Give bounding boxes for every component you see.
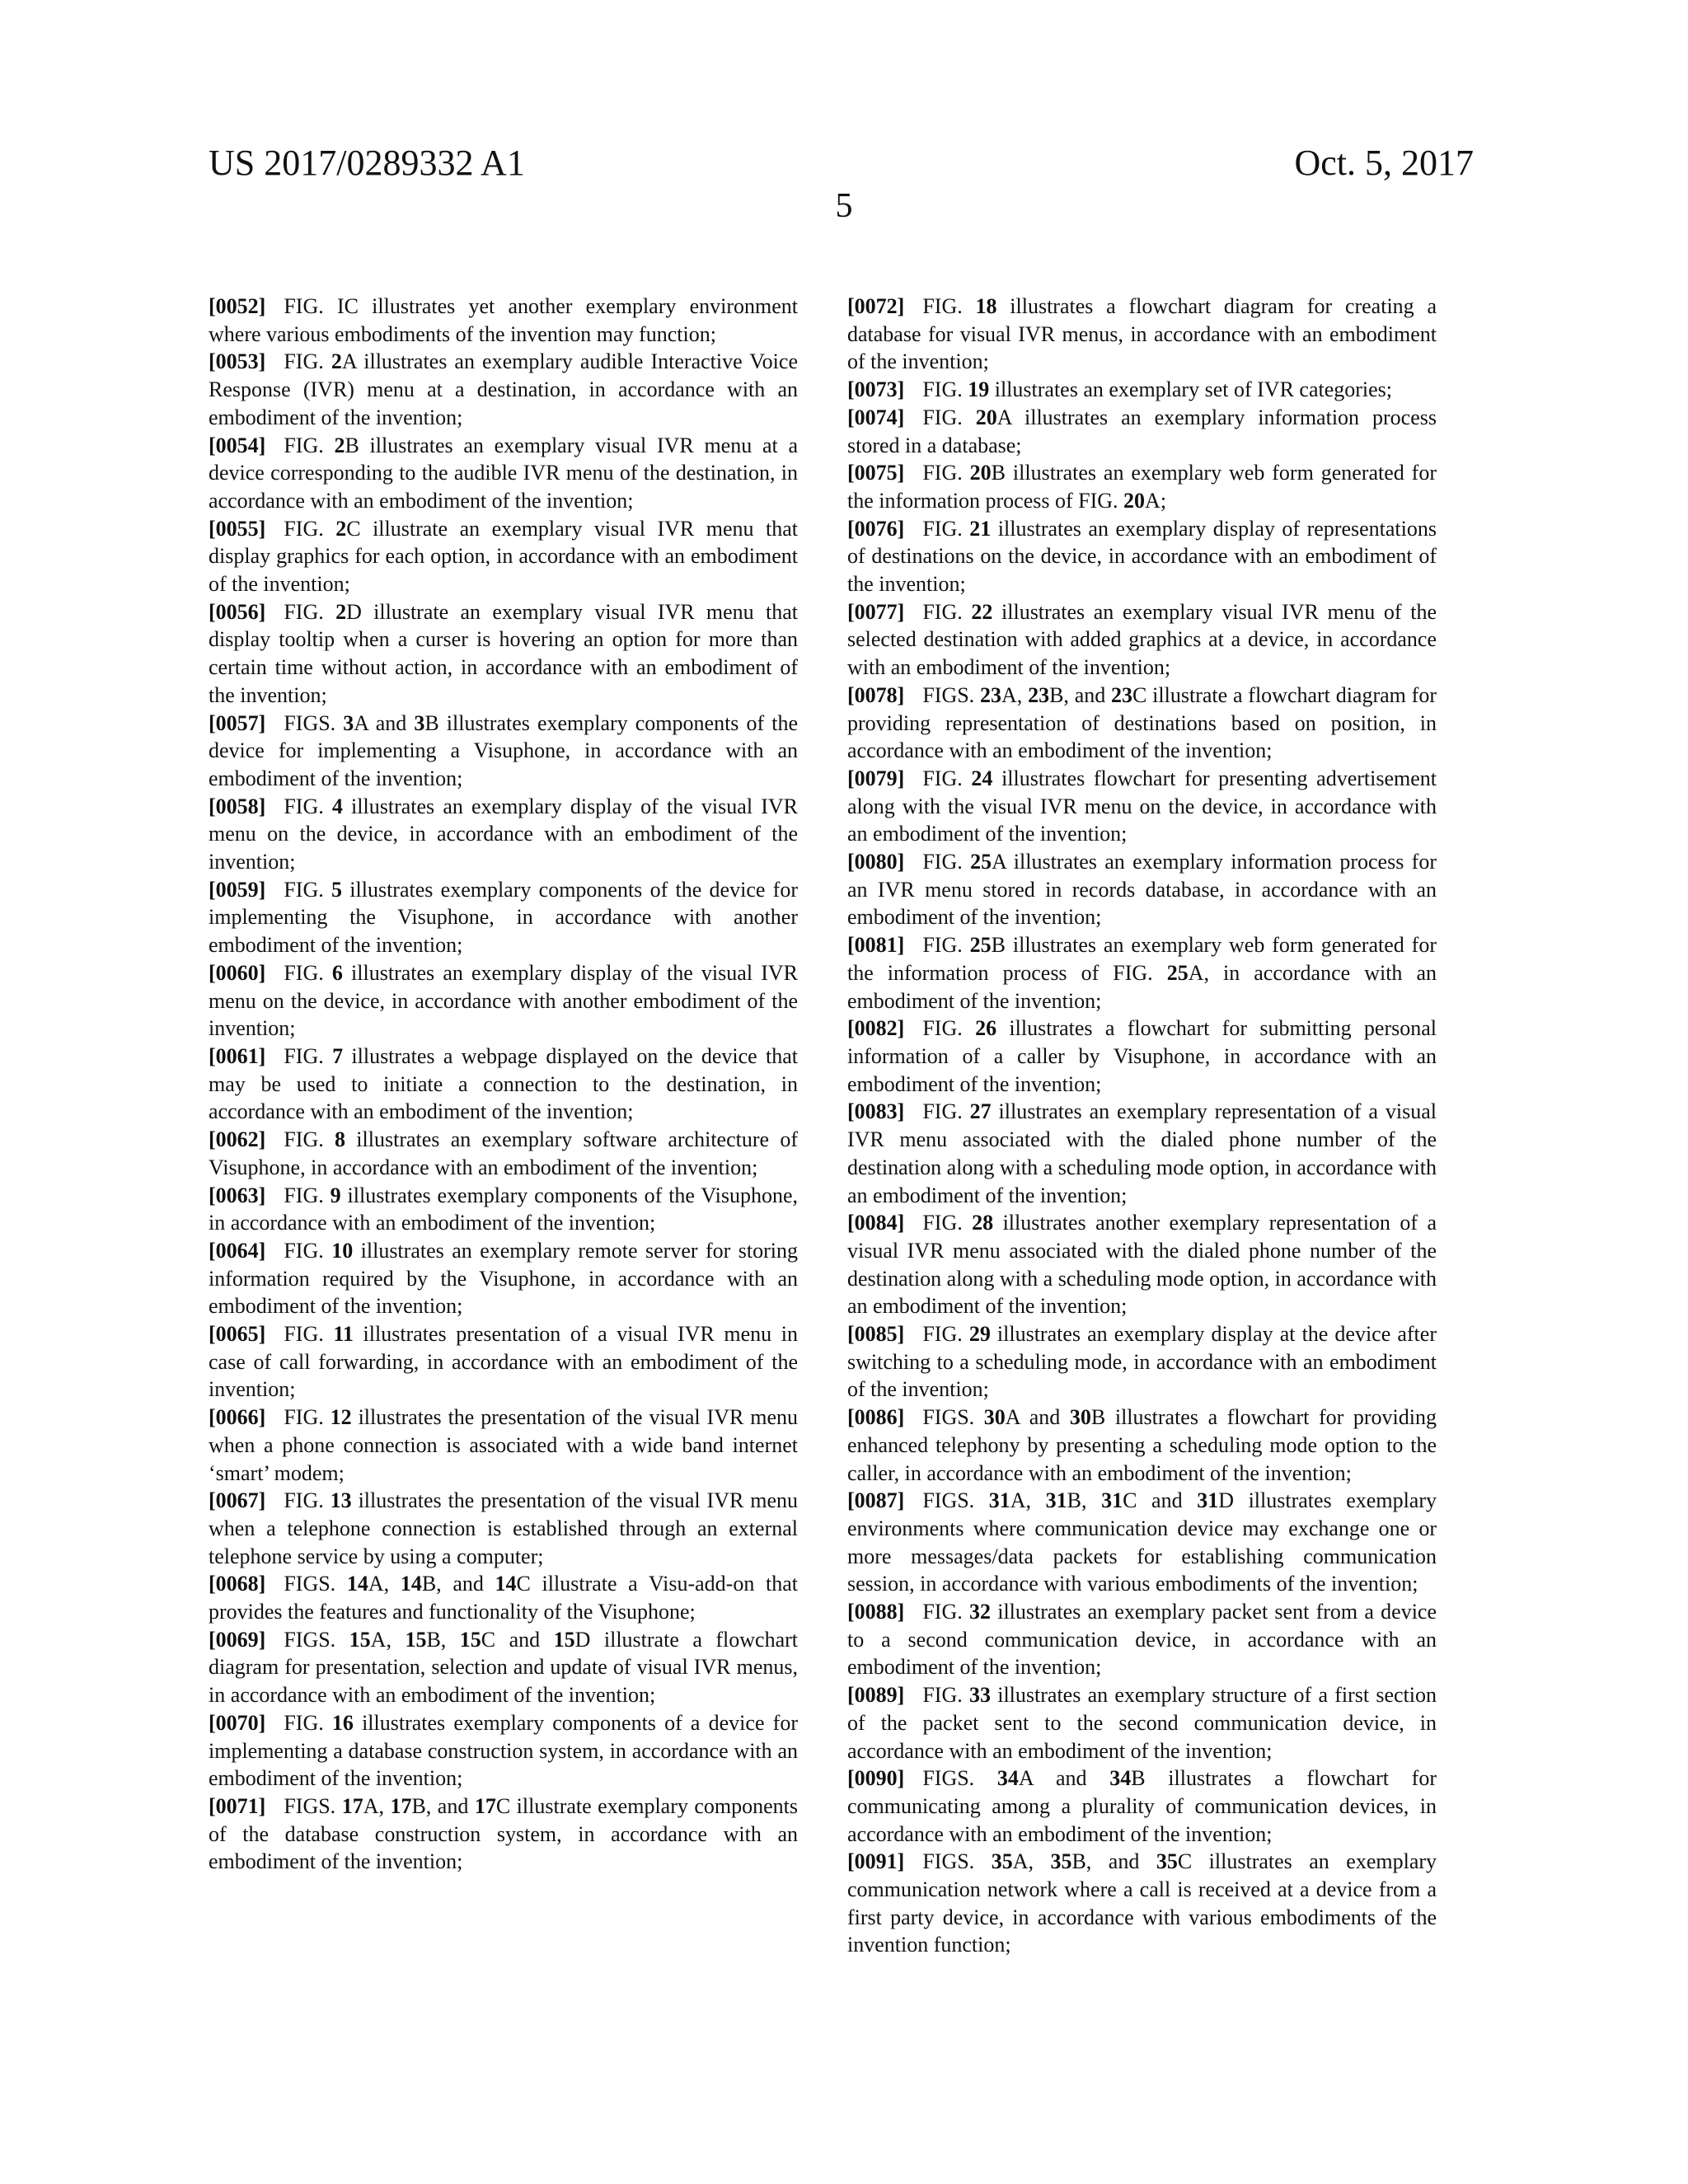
- paragraph-text: A,: [363, 1793, 391, 1818]
- paragraph-text: B illustrates an exemplary web form generated for the information process of FIG.: [847, 933, 1437, 985]
- figure-number: 28: [972, 1211, 994, 1235]
- paragraph-text: FIG.: [284, 1127, 335, 1152]
- figure-number: 35: [991, 1849, 1013, 1874]
- figure-number: 20: [1123, 488, 1146, 513]
- figure-number: 24: [971, 766, 993, 790]
- paragraph-text: A,: [368, 1572, 401, 1596]
- figure-number: 2: [331, 349, 342, 374]
- paragraph-number: [0064]: [209, 1238, 266, 1263]
- paragraph: [847, 515, 1437, 598]
- figure-number: 25: [970, 850, 992, 874]
- paragraph-text: FIG.: [922, 1016, 976, 1041]
- paragraph: [209, 1043, 798, 1126]
- paragraph-text: illustrates the presentation of the visual IVR menu when a telephone connection is established through an external telephone service by using a computer;: [209, 1488, 798, 1568]
- paragraph-text: FIG.: [922, 766, 972, 790]
- paragraph: [209, 432, 798, 515]
- paragraph-text: A,: [1012, 1849, 1051, 1874]
- paragraph-text: FIG.: [922, 1211, 973, 1235]
- figure-number: 23: [979, 682, 1001, 707]
- paragraph-text: FIG.: [922, 1322, 969, 1347]
- paragraph: [847, 1320, 1437, 1404]
- paragraph-number: [0060]: [209, 960, 266, 985]
- paragraph-text: B illustrates an exemplary visual IVR menu at a device corresponding to the audible IVR menu of the destination, in accordance with an embodiment of the invention;: [209, 433, 798, 513]
- figure-number: 31: [1197, 1488, 1219, 1513]
- paragraph: [847, 1209, 1437, 1320]
- paragraph-text: C illustrate a Visu-add-on that provides the features and functionality of the Visuphone;: [209, 1572, 798, 1624]
- figure-number: 15: [349, 1627, 371, 1652]
- figure-number: 35: [1050, 1849, 1072, 1874]
- paragraph-text: A, in accordance with an embodiment of the invention;: [847, 960, 1437, 1013]
- paragraph-text: illustrates the presentation of the visual IVR menu when a phone connection is associated with a wide band internet ‘smart’ modem;: [209, 1405, 798, 1485]
- paragraph-text: FIGS.: [922, 682, 980, 707]
- paragraph-number: [0078]: [847, 682, 905, 707]
- paragraph-text: illustrates an exemplary set of IVR categories;: [989, 377, 1393, 402]
- paragraph-text: FIG.: [922, 1683, 969, 1708]
- paragraph-text: illustrates a webpage displayed on the device that may be used to initiate a connection to the destination, in accordance with an embodiment of the invention;: [209, 1043, 798, 1124]
- figure-number: 34: [1109, 1766, 1132, 1791]
- paragraph-text: FIG.: [922, 933, 970, 958]
- paragraph-text: FIG.: [922, 1099, 970, 1124]
- paragraph-number: [0082]: [847, 1016, 905, 1041]
- paragraph: [847, 1487, 1437, 1598]
- paragraph: [847, 765, 1437, 848]
- paragraph-number: [0068]: [209, 1572, 266, 1596]
- figure-number: 30: [1069, 1405, 1091, 1430]
- paragraph-number: [0058]: [209, 794, 266, 818]
- paragraph-text: B illustrates exemplary components of the device for implementing a Visuphone, in accordance with an embodiment of the invention;: [209, 710, 799, 790]
- paragraph-text: illustrates an exemplary display at the device after switching to a scheduling mode, in accordance with an embodiment of the invention;: [847, 1322, 1437, 1402]
- paragraph-text: A and: [1018, 1766, 1110, 1791]
- paragraph-number: [0052]: [209, 294, 266, 318]
- paragraph-text: FIG.: [922, 516, 970, 541]
- paragraph-text: C illustrates an exemplary communication network where a call is received at a device from a first party device, in accordance with various embodiments of the invention function;: [847, 1849, 1437, 1957]
- paragraph-text: FIG.: [284, 1488, 331, 1513]
- paragraph-text: B illustrates a flowchart for providing enhanced telephony by presenting a scheduling mode option to the caller, in accordance with an embodiment of the invention;: [847, 1405, 1437, 1485]
- paragraph-text: B, and: [421, 1572, 495, 1596]
- paragraph-number: [0059]: [209, 877, 266, 902]
- paragraph-text: illustrates exemplary components of the Visuphone, in accordance with an embodiment of the invention;: [209, 1183, 798, 1235]
- paragraph: [209, 1182, 798, 1237]
- paragraph-text: A,: [1010, 1488, 1046, 1513]
- paragraph-number: [0081]: [847, 933, 905, 958]
- paragraph-number: [0086]: [847, 1405, 905, 1430]
- paragraph-text: FIG.: [284, 794, 332, 818]
- paragraph-number: [0062]: [209, 1127, 266, 1152]
- page-header: [209, 142, 1474, 191]
- paragraph-text: B illustrates an exemplary web form generated for the information process of FIG.: [847, 461, 1437, 513]
- paragraph-text: illustrates an exemplary packet sent from a device to a second communication device, in accordance with an embodiment of the invention;: [847, 1600, 1437, 1680]
- figure-number: 11: [333, 1322, 354, 1347]
- paragraph: [209, 1487, 798, 1570]
- paragraph-text: illustrates exemplary components of the device for implementing the Visuphone, in accordance with another embodiment of the invention;: [209, 877, 798, 958]
- paragraph: [209, 876, 798, 959]
- figure-number: 5: [331, 877, 342, 902]
- paragraph-text: D illustrate a flowchart diagram for presentation, selection and update of visual IVR menus, in accordance with an embodiment of the invention;: [209, 1627, 798, 1708]
- paragraph-number: [0090]: [847, 1766, 905, 1791]
- paragraph-number: [0091]: [847, 1849, 905, 1874]
- paragraph-number: [0055]: [209, 516, 266, 541]
- paragraph-text: FIG.: [284, 1183, 331, 1207]
- paragraph-text: illustrates presentation of a visual IVR menu in case of call forwarding, in accordance with an embodiment of the invention;: [209, 1322, 798, 1402]
- left-column: [209, 293, 798, 1876]
- paragraph-text: FIG.: [284, 1043, 333, 1068]
- paragraph-text: B, and: [1071, 1849, 1156, 1874]
- paragraph-number: [0084]: [847, 1211, 905, 1235]
- paragraph-text: FIG.: [922, 405, 976, 429]
- paragraph-number: [0080]: [847, 850, 905, 874]
- paragraph: [847, 1681, 1437, 1765]
- paragraph-text: FIG.: [922, 1600, 969, 1624]
- paragraph: [209, 710, 798, 793]
- paragraph: [847, 404, 1437, 459]
- paragraph-text: illustrates an exemplary display of the visual IVR menu on the device, in accordance with an embodiment of the invention;: [209, 794, 798, 874]
- paragraph-text: FIGS.: [284, 1572, 347, 1596]
- paragraph-text: FIGS.: [922, 1766, 997, 1791]
- paragraph-text: A,: [370, 1627, 406, 1652]
- paragraph: [847, 598, 1437, 682]
- paragraph-text: C illustrate exemplary components of the database construction system, in accordance with an embodiment of the invention;: [209, 1793, 799, 1874]
- paragraph-text: A illustrates an exemplary audible Interactive Voice Response (IVR) menu at a destination, in accordance with an embodiment of the invention;: [209, 349, 798, 429]
- paragraph: [847, 459, 1437, 514]
- figure-number: 17: [474, 1793, 496, 1818]
- paragraph-number: [0067]: [209, 1488, 266, 1513]
- figure-number: 3: [343, 710, 354, 735]
- paragraph-number: [0072]: [847, 294, 905, 318]
- paragraph: [847, 682, 1437, 765]
- paragraph-text: C and: [481, 1627, 554, 1652]
- figure-number: 10: [331, 1238, 354, 1263]
- paragraph-text: B,: [426, 1627, 460, 1652]
- paragraph-text: FIG.: [284, 1238, 332, 1263]
- figure-number: 17: [341, 1793, 363, 1818]
- figure-number: 18: [975, 294, 997, 318]
- paragraph: [209, 1237, 798, 1320]
- paragraph: [209, 1709, 798, 1793]
- figure-number: 9: [330, 1183, 341, 1207]
- paragraph-number: [0079]: [847, 766, 905, 790]
- paragraph: [847, 848, 1437, 931]
- figure-number: 33: [968, 1683, 991, 1708]
- figure-number: 14: [346, 1572, 368, 1596]
- paragraph-text: illustrates an exemplary display of representations of destinations on the device, in accordance with an embodiment of the invention;: [847, 516, 1437, 597]
- paragraph-text: FIGS.: [922, 1405, 984, 1430]
- paragraph-text: A illustrates an exemplary information process stored in a database;: [847, 405, 1437, 457]
- figure-number: 34: [996, 1766, 1019, 1791]
- paragraph: [209, 1626, 798, 1709]
- paragraph: [209, 1320, 798, 1404]
- paragraph: [847, 1765, 1437, 1848]
- paragraph-text: A,: [1001, 682, 1029, 707]
- figure-number: 22: [971, 599, 993, 624]
- publication-number: US 2017/0289332 A1: [209, 143, 525, 183]
- paragraph-text: FIG.: [284, 599, 336, 624]
- paragraph-number: [0066]: [209, 1405, 266, 1430]
- paragraph-text: A and: [354, 710, 415, 735]
- figure-number: 6: [331, 960, 343, 985]
- figure-number: 14: [400, 1572, 422, 1596]
- paragraph: [847, 1404, 1437, 1487]
- figure-number: 31: [1045, 1488, 1067, 1513]
- figure-number: 15: [405, 1627, 427, 1652]
- figure-number: 32: [968, 1600, 991, 1624]
- paragraph-number: [0071]: [209, 1793, 266, 1818]
- paragraph-number: [0056]: [209, 599, 266, 624]
- figure-number: 20: [969, 461, 992, 485]
- paragraph-number: [0087]: [847, 1488, 905, 1513]
- paragraph: [209, 1570, 798, 1625]
- paragraph-text: FIG.: [284, 960, 332, 985]
- page-number: 5: [835, 187, 853, 225]
- paragraph: [847, 1015, 1437, 1098]
- figure-number: 25: [1166, 960, 1189, 985]
- paragraph-number: [0073]: [847, 377, 905, 402]
- paragraph-text: C illustrate an exemplary visual IVR menu that display graphics for each option, in accordance with an embodiment of the invention;: [209, 516, 798, 597]
- paragraph: [847, 931, 1437, 1015]
- paragraph-text: B,: [1067, 1488, 1102, 1513]
- figure-number: 15: [459, 1627, 481, 1652]
- paragraph-number: [0083]: [847, 1099, 905, 1124]
- paragraph: [209, 515, 798, 598]
- paragraph-text: illustrates an exemplary structure of a first section of the packet sent to the second communication device, in accordance with an embodiment of the invention;: [847, 1683, 1437, 1763]
- paragraph-text: illustrates exemplary components of a device for implementing a database construction system, in accordance with an embodiment of the invention;: [209, 1710, 798, 1791]
- paragraph-number: [0065]: [209, 1322, 266, 1347]
- paragraph-text: illustrates a flowchart diagram for creating a database for visual IVR menus, in accordance with an embodiment of the invention;: [847, 294, 1437, 374]
- paragraph-text: B, and: [411, 1793, 475, 1818]
- paragraph: [209, 293, 798, 348]
- paragraph-text: A;: [1145, 488, 1167, 513]
- paragraph-text: FIG.: [922, 461, 970, 485]
- paragraph: [847, 376, 1437, 404]
- paragraph-number: [0061]: [209, 1043, 266, 1068]
- paragraph-text: FIG.: [922, 599, 972, 624]
- figure-number: 23: [1111, 682, 1133, 707]
- figure-number: 23: [1028, 682, 1050, 707]
- paragraph-number: [0077]: [847, 599, 905, 624]
- paragraph-text: FIG.: [284, 516, 336, 541]
- paragraph-number: [0069]: [209, 1627, 266, 1652]
- paragraph-text: FIG.: [284, 1405, 331, 1430]
- figure-number: 19: [968, 377, 990, 402]
- paragraph-text: A illustrates an exemplary information process for an IVR menu stored in records database, in accordance with an embodiment of the invention;: [847, 850, 1437, 930]
- figure-number: 29: [968, 1322, 991, 1347]
- paragraph: [209, 959, 798, 1043]
- paragraph-number: [0089]: [847, 1683, 905, 1708]
- right-column: [847, 293, 1437, 1959]
- figure-number: 30: [983, 1405, 1006, 1430]
- figure-number: 21: [969, 516, 992, 541]
- paragraph-text: C illustrate a flowchart diagram for providing representation of destinations based on position, in accordance with an embodiment of the invention;: [847, 682, 1437, 763]
- paragraph-text: B, and: [1049, 682, 1112, 707]
- paragraph: [847, 293, 1437, 376]
- figure-number: 27: [969, 1099, 992, 1124]
- paragraph-text: FIGS.: [284, 1627, 349, 1652]
- figure-number: 12: [330, 1405, 352, 1430]
- paragraph-text: FIG.: [922, 377, 968, 402]
- paragraph-text: FIG.: [922, 294, 976, 318]
- paragraph: [209, 1126, 798, 1181]
- paragraph-text: illustrates an exemplary display of the visual IVR menu on the device, in accordance with another embodiment of the invention;: [209, 960, 798, 1041]
- paragraph: [209, 598, 798, 710]
- paragraph-text: B illustrates a flowchart for communicating among a plurality of communication devices, in accordance with an embodiment of the invention;: [847, 1766, 1437, 1846]
- paragraph-text: FIG.: [284, 1322, 334, 1347]
- paragraph-text: FIG.: [922, 850, 971, 874]
- figure-number: 15: [553, 1627, 575, 1652]
- paragraph-number: [0088]: [847, 1600, 905, 1624]
- paragraph: [847, 1598, 1437, 1681]
- paragraph: [847, 1848, 1437, 1959]
- publication-date: Oct. 5, 2017: [1294, 143, 1474, 183]
- paragraph-number: [0057]: [209, 710, 266, 735]
- paragraph-number: [0076]: [847, 516, 905, 541]
- paragraph-text: FIG.: [284, 349, 331, 374]
- paragraph-number: [0053]: [209, 349, 266, 374]
- paragraph-text: D illustrates exemplary environments where communication device may exchange one or more messages/data packets for establishing communication session, in accordance with various embodiments of the invention;: [847, 1488, 1437, 1596]
- paragraph-text: illustrates an exemplary software architecture of Visuphone, in accordance with an embodiment of the invention;: [209, 1127, 798, 1179]
- paragraph-text: FIGS.: [284, 710, 344, 735]
- paragraph-text: FIG. IC illustrates yet another exemplary environment where various embodiments of the invention may function;: [209, 294, 798, 346]
- paragraph: [209, 1404, 798, 1487]
- figure-number: 3: [414, 710, 425, 735]
- paragraph: [847, 1098, 1437, 1209]
- paragraph-text: FIG.: [284, 877, 331, 902]
- paragraph-text: FIG.: [284, 1710, 332, 1735]
- figure-number: 4: [331, 794, 343, 818]
- figure-number: 7: [332, 1043, 344, 1068]
- paragraph-text: FIGS.: [922, 1849, 992, 1874]
- figure-number: 13: [330, 1488, 352, 1513]
- paragraph-text: C and: [1123, 1488, 1198, 1513]
- paragraph-text: D illustrate an exemplary visual IVR menu that display tooltip when a curser is hovering an option for more than certain time without action, in accordance with an embodiment of the invention;: [209, 599, 798, 707]
- figure-number: 2: [334, 433, 345, 457]
- paragraph-number: [0075]: [847, 461, 905, 485]
- paragraph-text: illustrates flowchart for presenting advertisement along with the visual IVR menu on the device, in accordance with an embodiment of the invention;: [847, 766, 1437, 846]
- figure-number: 2: [335, 516, 347, 541]
- paragraph-number: [0063]: [209, 1183, 266, 1207]
- paragraph-text: illustrates a flowchart for submitting personal information of a caller by Visuphone, in accordance with an embodiment of the invention;: [847, 1016, 1437, 1096]
- figure-number: 14: [495, 1572, 517, 1596]
- paragraph-text: illustrates another exemplary representation of a visual IVR menu associated with the dialed phone number of the destination along with a scheduling mode option, in accordance with an embodiment of the invention;: [847, 1211, 1437, 1319]
- paragraph-text: FIGS.: [922, 1488, 989, 1513]
- paragraph-text: FIGS.: [284, 1793, 342, 1818]
- paragraph-text: illustrates an exemplary visual IVR menu of the selected destination with added graphics at a device, in accordance with an embodiment of the invention;: [847, 599, 1437, 680]
- paragraph-text: FIG.: [284, 433, 335, 457]
- figure-number: 35: [1156, 1849, 1178, 1874]
- paragraph-text: illustrates an exemplary remote server for storing information required by the Visuphone, in accordance with an embodiment of the invention;: [209, 1238, 798, 1319]
- paragraph-number: [0070]: [209, 1710, 266, 1735]
- paragraph: [209, 793, 798, 876]
- figure-number: 2: [335, 599, 347, 624]
- paragraph: [209, 1793, 798, 1876]
- paragraph: [209, 348, 798, 431]
- figure-number: 16: [331, 1710, 354, 1735]
- figure-number: 8: [335, 1127, 346, 1152]
- paragraph-text: A and: [1005, 1405, 1070, 1430]
- paragraph-number: [0085]: [847, 1322, 905, 1347]
- figure-number: 31: [988, 1488, 1010, 1513]
- figure-number: 20: [975, 405, 997, 429]
- figure-number: 26: [975, 1016, 997, 1041]
- paragraph-text: illustrates an exemplary representation of a visual IVR menu associated with the dialed phone number of the destination along with a scheduling mode option, in accordance with an embodiment of the invention;: [847, 1099, 1437, 1207]
- figure-number: 31: [1101, 1488, 1123, 1513]
- figure-number: 25: [969, 933, 992, 958]
- figure-number: 17: [390, 1793, 412, 1818]
- paragraph-number: [0074]: [847, 405, 905, 429]
- paragraph-number: [0054]: [209, 433, 266, 457]
